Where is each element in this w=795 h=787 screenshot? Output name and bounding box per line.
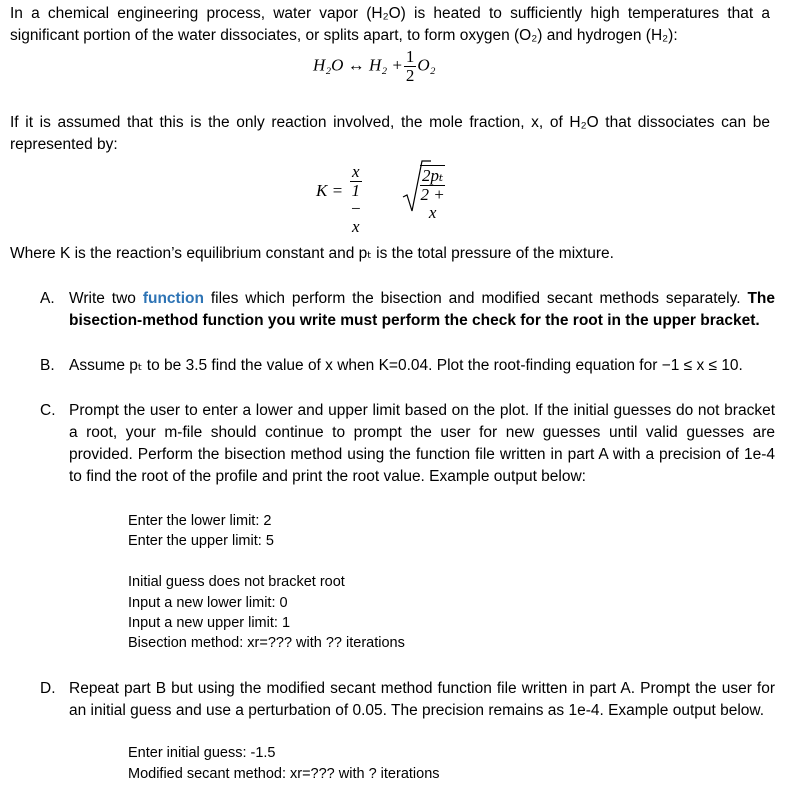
part-c-label: C. xyxy=(40,402,56,419)
function-keyword: function xyxy=(142,290,204,307)
radicand-denominator: 2 + x xyxy=(420,185,445,222)
formula-lhs: K = xyxy=(316,181,344,200)
part-a-text-2: files which perform the bisection and modified secant methods separately. xyxy=(203,290,748,307)
part-a-label: A. xyxy=(40,290,55,307)
part-c-output-line: Input a new lower limit: 0 xyxy=(128,595,288,611)
part-c-output-line: Bisection method: xr=??? with ?? iterations xyxy=(128,635,405,651)
intro-paragraph: In a chemical engineering process, water vapor (H₂O) is heated to sufficiently high temperatures that a significant portion of the water dissociates, or splits apart, to form oxygen (O₂) and hydrogen (H₂): xyxy=(10,5,770,44)
part-d-label: D. xyxy=(40,680,56,697)
part-a xyxy=(40,288,775,332)
part-d-text: Repeat part B but using the modified secant method function file written in part A. Prompt the user for an initial guess and use a perturbation of 0.05. The precision remains as 1e-4. Example output below. xyxy=(69,680,775,719)
part-c xyxy=(40,400,775,488)
part-b-text: Assume pₜ to be 3.5 find the value of x when K=0.04. Plot the root-finding equation for −1 ≤ x ≤ 10. xyxy=(69,357,743,374)
reaction-mid: H₂ + xyxy=(368,55,403,75)
fraction-denominator: 1 − x xyxy=(350,181,362,236)
fraction-numerator: x xyxy=(352,162,360,181)
part-a-text xyxy=(69,288,775,332)
part-a-text-1: Write two xyxy=(69,290,143,307)
part-b xyxy=(40,355,775,377)
formula-fraction xyxy=(350,163,362,236)
part-c-output-line: Enter the lower limit: 2 xyxy=(128,513,272,529)
reaction-rhs: O₂ xyxy=(417,55,436,75)
radicand-numerator: 2pₜ xyxy=(422,166,444,185)
where-paragraph: Where K is the reaction’s equilibrium constant and pₜ is the total pressure of the mixture. xyxy=(10,245,614,262)
reaction-equation xyxy=(313,48,436,85)
part-d-output-line: Enter initial guess: -1.5 xyxy=(128,745,276,761)
part-c-output-line: Enter the upper limit: 5 xyxy=(128,533,274,549)
part-b-label: B. xyxy=(40,357,55,374)
part-d xyxy=(40,678,775,722)
coef-numerator: 1 xyxy=(405,47,415,66)
part-d-output-line: Modified secant method: xr=??? with ? iterations xyxy=(128,766,440,782)
assumption-paragraph: If it is assumed that this is the only reaction involved, the mole fraction, x, of H₂O that dissociates can be represented by: xyxy=(10,114,770,153)
reaction-arrow: ↔ xyxy=(347,55,365,75)
radicand-fraction xyxy=(420,165,445,222)
reaction-coefficient xyxy=(404,48,417,85)
part-c-text: Prompt the user to enter a lower and upper limit based on the plot. If the initial guesses do not bracket a root, your m-file should continue to prompt the user for new guesses until valid guesses are provided. Perform the bisection method using the function file written in part A with a precision of 1e-4 to find the root of the profile and print the root value. Example output below: xyxy=(69,402,775,485)
reaction-lhs: H₂O xyxy=(313,55,344,75)
coef-denominator: 2 xyxy=(405,66,415,85)
part-a-bold-requirement: The bisection-method function you write must perform the check for the root in the upper bracket. xyxy=(69,290,775,329)
part-c-output-line: Input a new upper limit: 1 xyxy=(128,615,291,631)
part-c-output-line: Initial guess does not bracket root xyxy=(128,574,345,590)
